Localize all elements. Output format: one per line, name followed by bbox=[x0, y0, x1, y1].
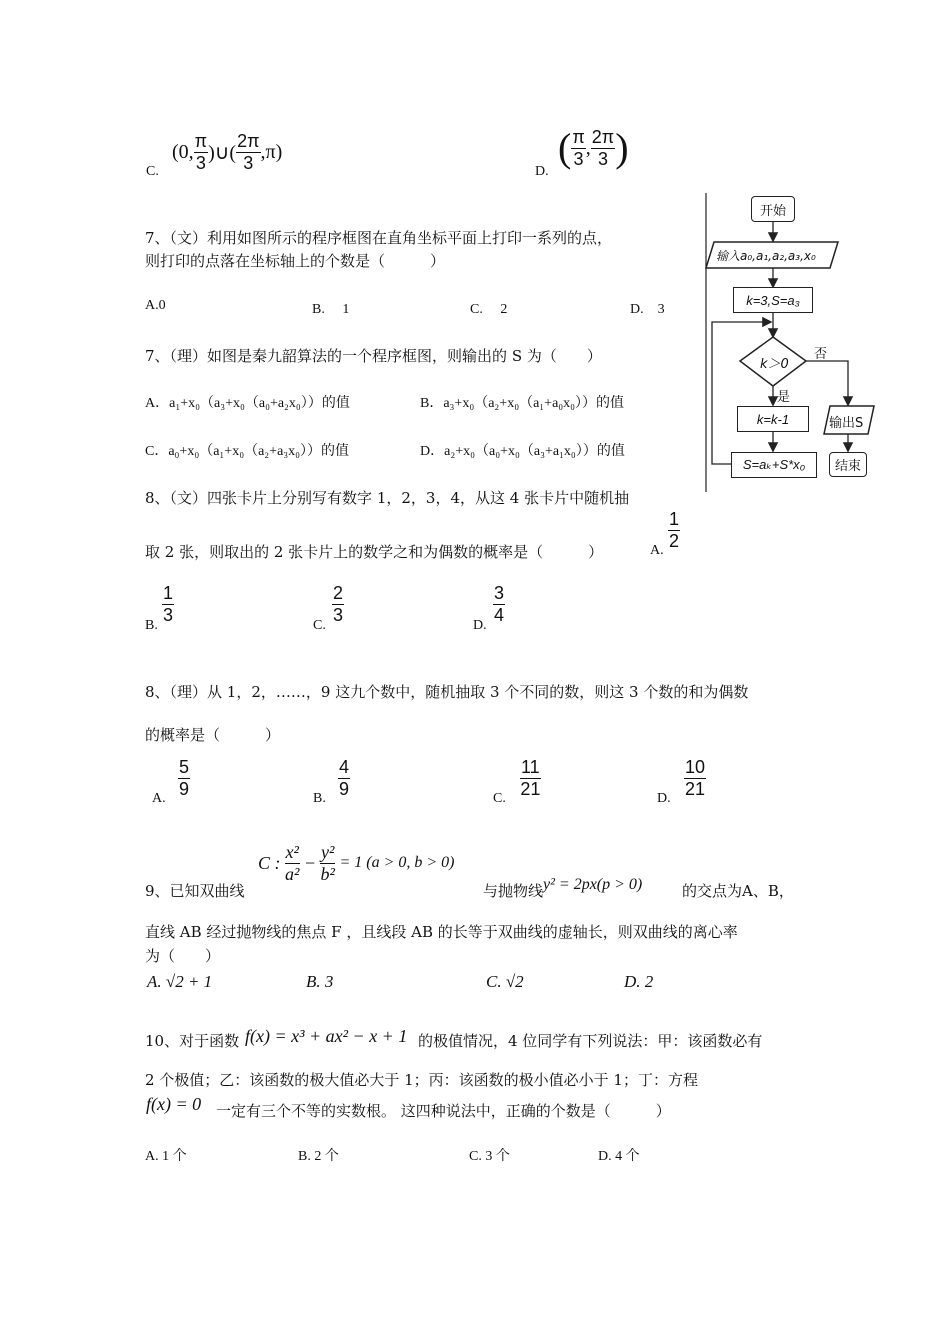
flowchart-init-node: k=3,S=a₃ bbox=[733, 287, 813, 313]
q9-curve-name: C : bbox=[258, 852, 281, 873]
q9-line2: 直线 AB 经过抛物线的焦点 F ，且线段 AB 的长等于双曲线的虚轴长，则双曲线的离心率 bbox=[145, 923, 738, 941]
q9-option-d: D. 2 bbox=[624, 972, 654, 991]
q10-prefix: 10、对于函数 bbox=[145, 1032, 240, 1050]
q10-line3-rest: 一定有三个不等的实数根。 这四种说法中，正确的个数是（ ） bbox=[216, 1102, 671, 1120]
q6-c-pre: (0, bbox=[172, 140, 194, 163]
q8-li-line2: 的概率是（ ） bbox=[145, 726, 281, 744]
q7-li-option-a: A．a₁+x₀（a₃+x₀（a₀+a₂x₀））的值 bbox=[145, 396, 350, 411]
q9-equation-rest: = 1 (a > 0, b > 0) bbox=[339, 854, 455, 872]
q10-equation: f(x) = 0 bbox=[146, 1094, 202, 1114]
q10-line1-rest: 的极值情况，4 位同学有下列说法：甲：该函数必有 bbox=[418, 1032, 763, 1050]
q7-wen-line1: 7、（文）利用如图所示的程序框图在直角坐标平面上打印一系列的点， bbox=[145, 229, 613, 247]
q9-frac-x: $\frac{\text{x²}}{\text{a²}}$ bbox=[284, 842, 300, 884]
comma: , bbox=[585, 136, 591, 159]
q7-li-line1: 7、（理）如图是秦九韶算法的一个程序框图，则输出的 S 为（ ） bbox=[145, 347, 602, 365]
q8-li-line1: 8、（理）从 1，2，……，9 这九个数中，随机抽取 3 个不同的数，则这 3 个数的和为偶数 bbox=[145, 683, 749, 701]
q9-option-b: B. 3 bbox=[306, 972, 334, 991]
q8-li-option-b-label: B. bbox=[313, 791, 326, 806]
q10-option-c: C. 3 个 bbox=[469, 1149, 510, 1164]
q9-hyperbola-equation bbox=[258, 843, 454, 884]
left-paren: ( bbox=[558, 125, 572, 171]
q9-option-a: A. √2 + 1 bbox=[147, 972, 213, 991]
q6-c-frac1: $\frac{\pi}{3}$ bbox=[194, 131, 208, 173]
q8-li-option-a-fraction: $\frac{5}{9}$ bbox=[179, 757, 190, 799]
q6-d-frac1: $\frac{\pi}{3}$ bbox=[572, 127, 585, 169]
q8-wen-line1: 8、（文）四张卡片上分别写有数字 1，2，3，4，从这 4 张卡片中随机抽 bbox=[145, 489, 630, 507]
q6-option-c-label: C. bbox=[146, 164, 159, 179]
q8-wen-option-a-fraction: $\frac{1}{2}$ bbox=[669, 509, 680, 551]
q8-li-option-c-fraction: $\frac{11}{21}$ bbox=[520, 757, 541, 799]
q10-function: f(x) = x³ + ax² − x + 1 bbox=[245, 1026, 408, 1046]
q9-option-c: C. √2 bbox=[486, 972, 524, 991]
q9-mid: 与抛物线 bbox=[483, 882, 544, 900]
q9-parabola-equation: y² = 2px(p > 0) bbox=[543, 876, 643, 893]
q6-d-frac2: $\frac{2\pi}{3}$ bbox=[591, 127, 615, 169]
q6-c-post: ,π) bbox=[260, 140, 283, 163]
flowchart-end-node: 结束 bbox=[829, 452, 867, 477]
q9-minus: − bbox=[303, 852, 317, 873]
q9-line3: 为（ ） bbox=[145, 947, 221, 965]
q8-wen-option-b-fraction: $\frac{1}{3}$ bbox=[163, 583, 174, 625]
q8-li-option-d-label: D. bbox=[657, 791, 671, 806]
flowchart-condition-node: k＞0 bbox=[760, 357, 789, 372]
q6-option-d-label: D. bbox=[535, 164, 549, 179]
q8-wen-line2: 取 2 张，则取出的 2 张卡片上的数学之和为偶数的概率是（ ） bbox=[145, 543, 604, 561]
q8-wen-option-d-fraction: $\frac{3}{4}$ bbox=[494, 583, 505, 625]
q8-wen-option-c-label: C. bbox=[313, 618, 326, 633]
q8-li-option-a-label: A. bbox=[152, 791, 166, 806]
q8-wen-option-b-label: B. bbox=[145, 618, 158, 633]
q7-wen-option-a: A.0 bbox=[145, 298, 166, 313]
q7-wen-option-d: D. 3 bbox=[630, 302, 665, 317]
q9-suffix: 的交点为A、B， bbox=[682, 882, 794, 900]
q7-li-option-c: C．a₀+x₀（a₁+x₀（a₂+a₃x₀））的值 bbox=[145, 444, 350, 459]
flowchart-input-node: 输入a₀,a₁,a₂,a₃,x₀ bbox=[716, 249, 816, 263]
flowchart-start-node: 开始 bbox=[751, 196, 795, 222]
q7-li-option-b: B．a₃+x₀（a₂+x₀（a₁+a₀x₀））的值 bbox=[420, 396, 625, 411]
flowchart-output-node: 输出S bbox=[829, 416, 864, 431]
q7-wen-option-b: B. 1 bbox=[312, 302, 350, 317]
q9-frac-y: $\frac{\text{y²}}{\text{b²}}$ bbox=[320, 842, 335, 884]
q6-c-mid: )∪( bbox=[208, 141, 237, 164]
flowchart-no-label: 否 bbox=[814, 347, 828, 362]
right-paren: ) bbox=[615, 125, 629, 171]
q8-wen-option-a-label: A. bbox=[650, 543, 664, 558]
q8-li-option-c-label: C. bbox=[493, 791, 506, 806]
q8-li-option-b-fraction: $\frac{4}{9}$ bbox=[339, 757, 350, 799]
q7-wen-option-c: C. 2 bbox=[470, 302, 508, 317]
q10-line2: 2 个极值；乙：该函数的极大值必大于 1；丙：该函数的极小值必小于 1；丁：方程 bbox=[145, 1071, 698, 1089]
flowchart-decrement-node: k=k-1 bbox=[737, 406, 809, 432]
q10-option-b: B. 2 个 bbox=[298, 1149, 339, 1164]
q10-option-a: A. 1 个 bbox=[145, 1149, 187, 1164]
q6-c-frac2: $\frac{2\pi}{3}$ bbox=[237, 131, 260, 173]
flowchart-update-node: S=aₖ+S*x₀ bbox=[731, 452, 817, 478]
q8-wen-option-c-fraction: $\frac{2}{3}$ bbox=[333, 583, 344, 625]
q8-wen-option-d-label: D. bbox=[473, 618, 487, 633]
q8-li-option-d-fraction: $\frac{10}{21}$ bbox=[685, 757, 706, 799]
flowchart-yes-label: 是 bbox=[777, 390, 791, 405]
q10-option-d: D. 4 个 bbox=[598, 1149, 640, 1164]
q7-li-option-d: D．a₂+x₀（a₀+x₀（a₃+a₁x₀））的值 bbox=[420, 444, 625, 459]
q9-prefix: 9、已知双曲线 bbox=[145, 882, 245, 900]
q7-wen-line2: 则打印的点落在坐标轴上的个数是（ ） bbox=[145, 252, 446, 270]
